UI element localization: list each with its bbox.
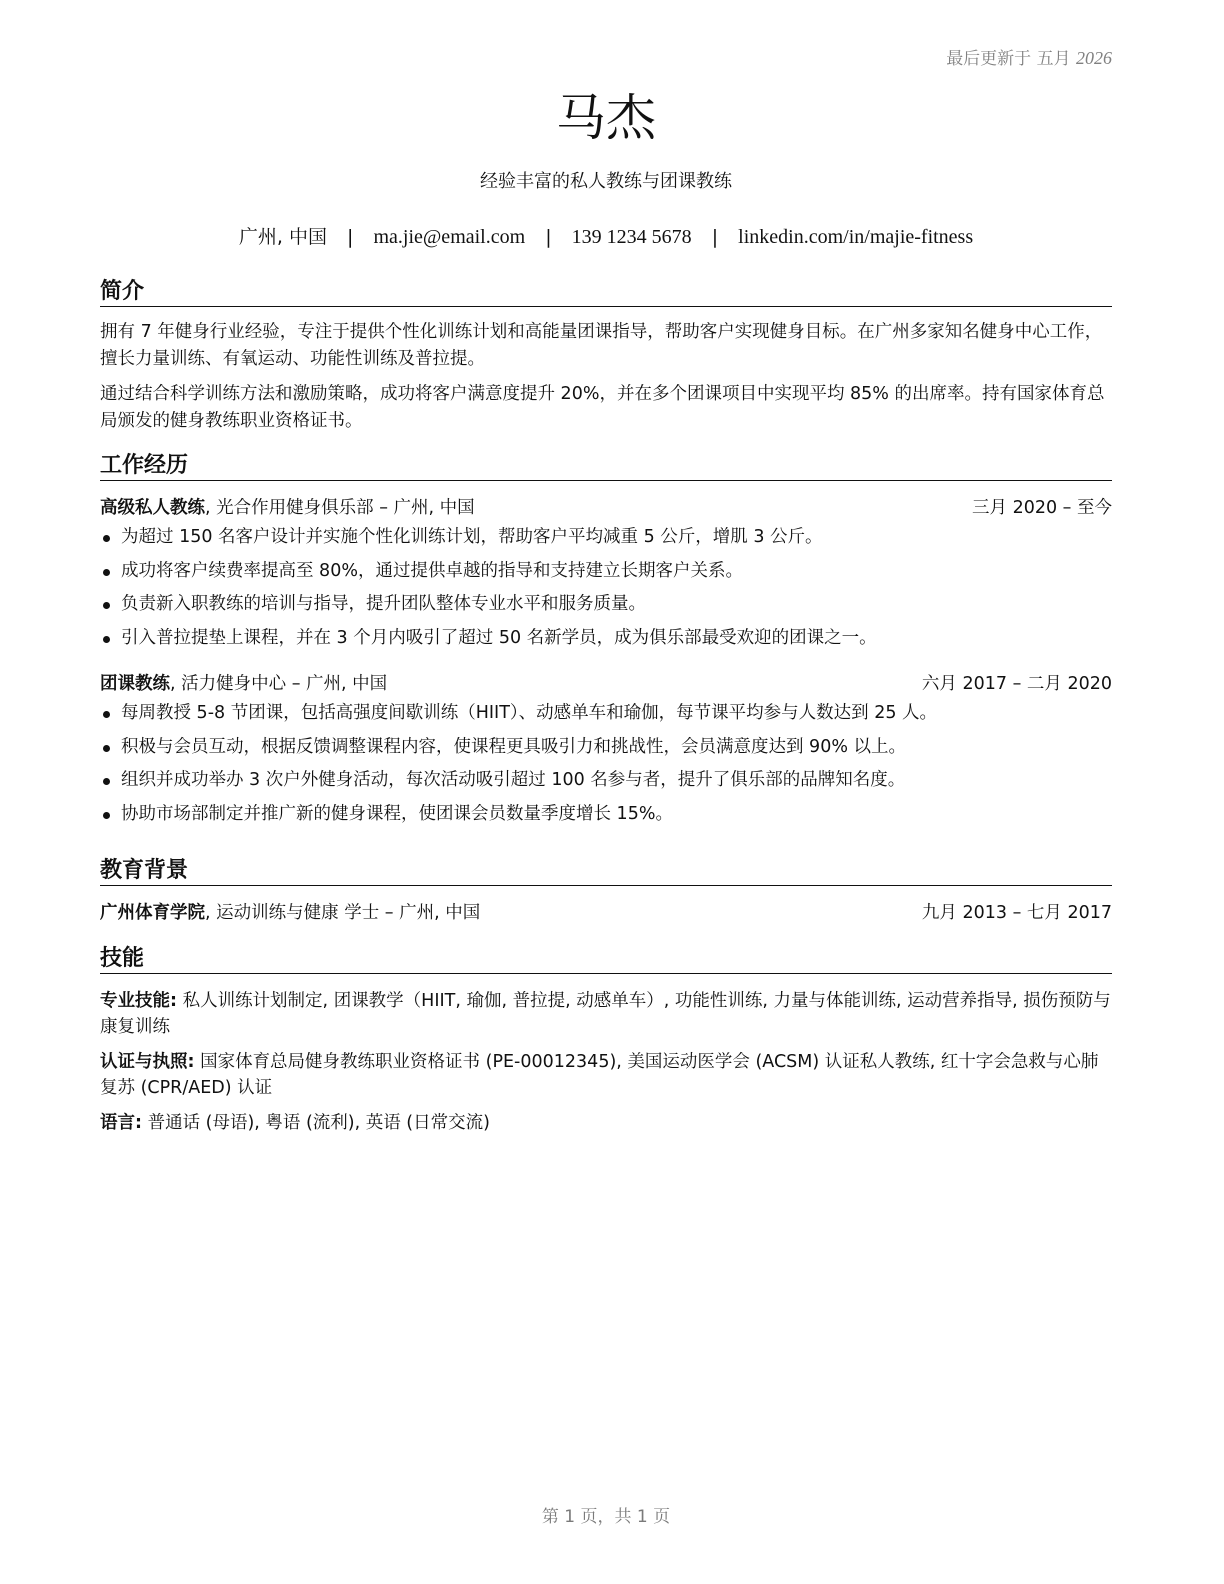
contact-separator: | bbox=[545, 226, 552, 248]
job-title-line bbox=[100, 671, 387, 697]
education-school: 广州体育学院 bbox=[100, 903, 205, 923]
job-role: 高级私人教练 bbox=[100, 498, 205, 518]
candidate-name: 马杰 bbox=[556, 89, 656, 147]
candidate-tagline: 经验丰富的私人教练与团课教练 bbox=[480, 171, 732, 192]
page-number: 第 1 页，共 1 页 bbox=[541, 1507, 671, 1527]
job-org: , 光合作用健身俱乐部 – 广州, 中国 bbox=[205, 498, 475, 518]
section-title-summary: 简介 bbox=[100, 278, 1112, 307]
section-title-experience: 工作经历 bbox=[100, 452, 1112, 481]
contact-line bbox=[100, 224, 1112, 250]
skill-text: 普通话 (母语), 粤语 (流利), 英语 (日常交流) bbox=[142, 1113, 490, 1133]
education-detail: , 运动训练与健康 学士 – 广州, 中国 bbox=[205, 903, 481, 923]
job-bullet: 负责新入职教练的培训与指导，提升团队整体专业水平和服务质量。 bbox=[100, 588, 1112, 622]
skill-item bbox=[100, 1049, 1112, 1101]
job-dates: 六月 2017 – 二月 2020 bbox=[921, 674, 1112, 694]
job-bullet: 引入普拉提垫上课程，并在 3 个月内吸引了超过 50 名新学员，成为俱乐部最受欢迎的团课之一。 bbox=[100, 622, 1112, 656]
education-line bbox=[100, 900, 480, 926]
job-bullet: 为超过 150 名客户设计并实施个性化训练计划，帮助客户平均减重 5 公斤，增肌 3 公斤。 bbox=[100, 521, 1112, 555]
job-header bbox=[100, 671, 1112, 697]
job-bullet: 组织并成功举办 3 次户外健身活动，每次活动吸引超过 100 名参与者，提升了俱乐部的品牌知名度。 bbox=[100, 764, 1112, 798]
summary-paragraph: 通过结合科学训练方法和激励策略，成功将客户满意度提升 20%，并在多个团课项目中实现平均 85% 的出席率。持有国家体育总局颁发的健身教练职业资格证书。 bbox=[100, 384, 1105, 431]
skill-text: 国家体育总局健身教练职业资格证书 (PE-00012345), 美国运动医学会 (ACSM) 认证私人教练, 红十字会急救与心肺复苏 (CPR/AED) 认证 bbox=[100, 1052, 1099, 1098]
job-header bbox=[100, 495, 1112, 521]
last-updated-label: 最后更新于 五月 bbox=[946, 49, 1071, 69]
contact-phone: 139 1234 5678 bbox=[571, 226, 692, 248]
skills-section bbox=[100, 945, 1112, 1136]
contact-location: 广州, 中国 bbox=[238, 226, 327, 248]
job-entry bbox=[100, 495, 1112, 655]
education-dates: 九月 2013 – 七月 2017 bbox=[921, 903, 1112, 923]
skill-text: 私人训练计划制定, 团课教学（HIIT, 瑜伽, 普拉提, 动感单车）, 功能性训练, 力量与体能训练, 运动营养指导, 损伤预防与康复训练 bbox=[100, 991, 1111, 1037]
contact-separator: | bbox=[711, 226, 719, 248]
summary-section bbox=[100, 278, 1112, 435]
skill-item bbox=[100, 988, 1112, 1040]
job-role: 团课教练 bbox=[100, 674, 170, 694]
job-dates: 三月 2020 – 至今 bbox=[972, 498, 1112, 518]
job-bullets bbox=[100, 521, 1112, 655]
skill-label: 认证与执照: bbox=[100, 1052, 195, 1072]
job-title-line bbox=[100, 495, 475, 521]
experience-section bbox=[100, 452, 1112, 831]
skill-label: 专业技能: bbox=[100, 991, 177, 1011]
education-entry bbox=[100, 900, 1112, 926]
last-updated-year: 2026 bbox=[1076, 48, 1112, 68]
education-section bbox=[100, 857, 1112, 926]
last-updated bbox=[946, 44, 1112, 69]
skill-item bbox=[100, 1110, 1112, 1136]
section-title-skills: 技能 bbox=[100, 945, 1112, 974]
skill-label: 语言: bbox=[100, 1113, 142, 1133]
job-entry bbox=[100, 671, 1112, 831]
summary-paragraph: 拥有 7 年健身行业经验，专注于提供个性化训练计划和高能量团课指导，帮助客户实现健身目标。在广州多家知名健身中心工作，擅长力量训练、有氧运动、功能性训练及普拉提。 bbox=[100, 322, 1103, 369]
job-org: , 活力健身中心 – 广州, 中国 bbox=[170, 674, 388, 694]
job-bullet: 每周教授 5-8 节团课，包括高强度间歇训练（HIIT）、动感单车和瑜伽，每节课平均参与人数达到 25 人。 bbox=[100, 697, 1112, 731]
job-bullets bbox=[100, 697, 1112, 831]
job-bullet: 积极与会员互动，根据反馈调整课程内容，使课程更具吸引力和挑战性，会员满意度达到 90% 以上。 bbox=[100, 731, 1112, 765]
contact-linkedin-link[interactable]: linkedin.com/in/majie-fitness bbox=[738, 226, 974, 248]
section-title-education: 教育背景 bbox=[100, 857, 1112, 886]
contact-email-link[interactable]: ma.jie@email.com bbox=[373, 226, 526, 248]
contact-separator: | bbox=[347, 226, 354, 248]
resume-page bbox=[100, 0, 1112, 1584]
job-bullet: 协助市场部制定并推广新的健身课程，使团课会员数量季度增长 15%。 bbox=[100, 798, 1112, 832]
job-bullet: 成功将客户续费率提高至 80%，通过提供卓越的指导和支持建立长期客户关系。 bbox=[100, 555, 1112, 589]
